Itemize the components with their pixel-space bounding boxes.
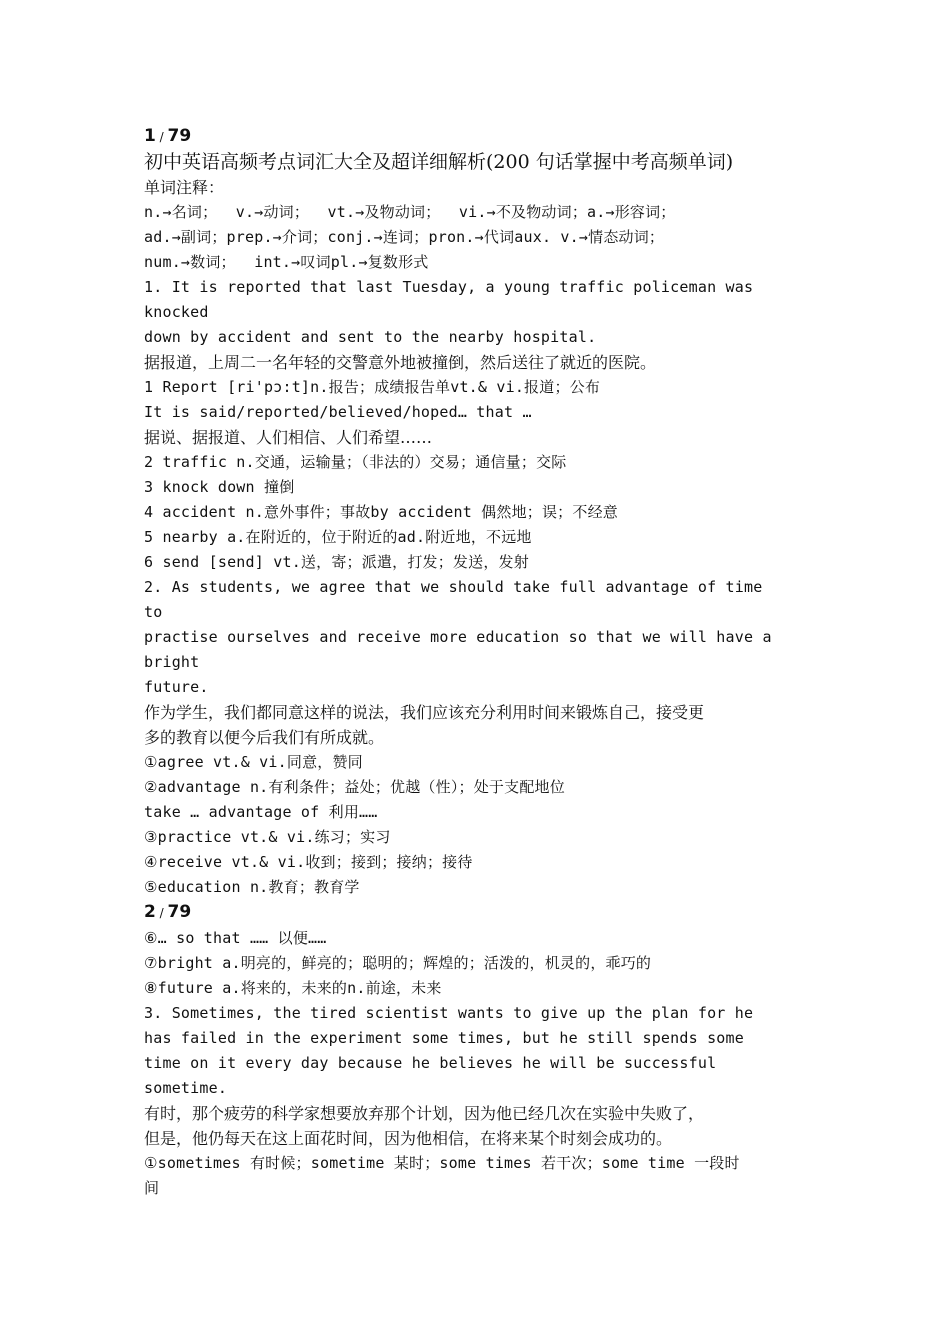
sentence-3-en: time on it every day because he believes he will be successful [144, 1054, 717, 1072]
vocab-item: 间 [144, 1179, 160, 1197]
vocab-item: take … advantage of 利用…… [144, 803, 378, 821]
sentence-3-cn: 但是，他仍每天在这上面花时间，因为他相信，在将来某个时刻会成功的。 [144, 1129, 673, 1148]
sentence-2-en: 2. As students, we agree that we should take full advantage of time [144, 578, 763, 596]
sentence-3-cn: 有时，那个疲劳的科学家想要放弃那个计划，因为他已经几次在实验中失败了， [144, 1104, 705, 1123]
vocab-item: 5 nearby a.在附近的，位于附近的ad.附近地，不远地 [144, 528, 532, 546]
vocab-item: ①agree vt.& vi.同意，赞同 [144, 753, 363, 771]
sentence-2-cn: 作为学生，我们都同意这样的说法，我们应该充分利用时间来锻炼自己，接受更 [144, 703, 705, 722]
text-line: num.→数词； int.→叹词pl.→复数形式 [144, 253, 429, 271]
sentence-2-cn: 多的教育以便今后我们有所成就。 [144, 728, 385, 747]
annotation-heading: 单词注释： [144, 178, 225, 197]
sentence-1-cn: 据报道，上周二一名年轻的交警意外地被撞倒，然后送往了就近的医院。 [144, 353, 657, 372]
text-line: ad.→副词；prep.→介词；conj.→连词；pron.→代词aux. v.→情态动词； [144, 228, 665, 246]
document-page [144, 124, 814, 1201]
sentence-2-en: bright [144, 653, 200, 671]
sentence-1-en: 1. It is reported that last Tuesday, a young traffic policeman was [144, 278, 754, 296]
vocab-item: 据说、据报道、人们相信、人们希望…… [144, 428, 433, 447]
sentence-2-en: future. [144, 678, 209, 696]
sentence-3-en: 3. Sometimes, the tired scientist wants to give up the plan for he [144, 1004, 754, 1022]
vocab-item: 3 knock down 撞倒 [144, 478, 295, 496]
page-number-1: 1 / 79 [144, 126, 192, 146]
page-number-2: 2 / 79 [144, 902, 192, 922]
vocab-item: ②advantage n.有利条件；益处；优越（性）；处于支配地位 [144, 778, 565, 796]
sentence-1-en: knocked [144, 303, 209, 321]
sentence-2-en: to [144, 603, 163, 621]
vocab-item: It is said/reported/believed/hoped… that … [144, 403, 532, 421]
vocab-item: 2 traffic n.交通，运输量；（非法的）交易；通信量；交际 [144, 453, 567, 471]
vocab-item: 4 accident n.意外事件；事故by accident 偶然地；误；不经意 [144, 503, 618, 521]
vocab-item: ①sometimes 有时候；sometime 某时；some times 若干次；some time 一段时 [144, 1154, 740, 1172]
sentence-3-en: has failed in the experiment some times, but he still spends some [144, 1029, 744, 1047]
document-title: 初中英语高频考点词汇大全及超详细解析(200 句话掌握中考高频单词) [144, 151, 734, 173]
vocab-item: ⑤education n.教育；教育学 [144, 878, 360, 896]
vocab-item: ⑦bright a.明亮的，鲜亮的；聪明的；辉煌的；活泼的，机灵的，乖巧的 [144, 954, 652, 972]
vocab-item: ⑥… so that …… 以便…… [144, 929, 327, 947]
vocab-item: ④receive vt.& vi.收到；接到；接纳；接待 [144, 853, 473, 871]
sentence-3-en: sometime. [144, 1079, 228, 1097]
vocab-item: ③practice vt.& vi.练习；实习 [144, 828, 391, 846]
vocab-item: 1 Report [ri'pɔ:t]n.报告；成绩报告单vt.& vi.报道；公布 [144, 378, 601, 396]
vocab-item: 6 send [send] vt.送，寄；派遣，打发；发送，发射 [144, 553, 529, 571]
sentence-2-en: practise ourselves and receive more education so that we will have a [144, 628, 772, 646]
vocab-item: ⑧future a.将来的，未来的n.前途，未来 [144, 979, 442, 997]
text-line: n.→名词； v.→动词； vt.→及物动词； vi.→不及物动词；a.→形容词； [144, 203, 676, 221]
sentence-1-en: down by accident and sent to the nearby hospital. [144, 328, 597, 346]
